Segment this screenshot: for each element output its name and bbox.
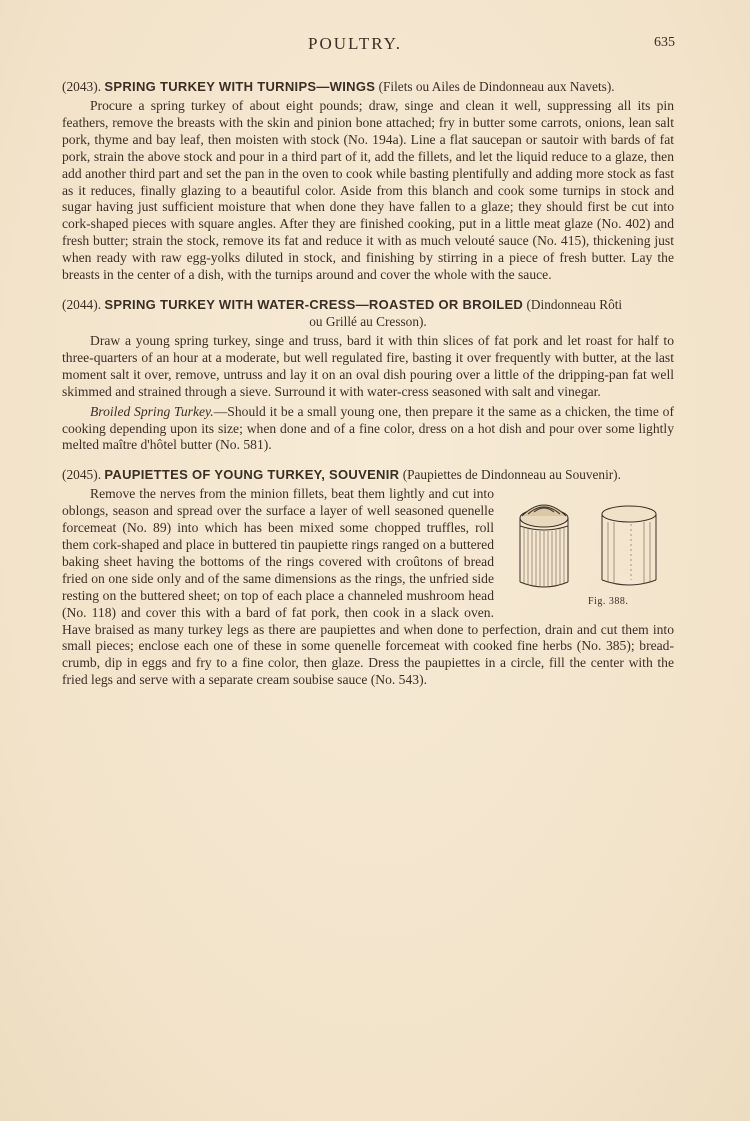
recipe-paragraph bbox=[62, 486, 674, 689]
recipe-number: (2045). bbox=[62, 467, 102, 483]
figure-caption: Fig. 388. bbox=[588, 596, 629, 608]
page-header bbox=[0, 34, 750, 54]
variant-label: Broiled Spring Turkey. bbox=[90, 403, 214, 419]
recipe-heading bbox=[62, 466, 674, 483]
recipe-2045 bbox=[62, 466, 674, 689]
recipe-heading bbox=[62, 296, 674, 330]
recipe-french-title-cont: ou Grillé au Cresson). bbox=[309, 313, 427, 329]
figure-paupiette-rings bbox=[504, 500, 674, 606]
recipe-paragraph-text: Remove the nerves from the minion fillets, beat them lightly and cut into oblongs, season and spread over the surface a layer of well seasoned quenelle forcemeat (No. 89) into which has been mixed some chopped truffles, roll them cork-shaped and place in buttered tin paupiette rings ranged on a buttered baking sheet having the bottoms of the rings covered with croûtons of bread fried on one side only and of the same dimensions as the rings, the unfried side resting on the buttered sheet; on top of each place a channeled mushroom head (No. 118) and cover this with a bard of fat pork, then cook in a slack oven. Have braised as many turkey legs as there are paupiettes and when done to perfection, drain and cut them into small pieces; enclose each one of these in some quenelle forcemeat with cooked fine herbs (No. 385); bread-crumb, dip in eggs and fry to a fine color, then glaze. Dress the paupiettes in a circle, fill the center with the fried legs and serve with a separate cream soubise sauce (No. 543). bbox=[62, 486, 674, 688]
page-content bbox=[62, 78, 674, 701]
recipe-variant-paragraph bbox=[62, 404, 674, 455]
recipe-french-title: (Filets ou Ailes de Dindonneau aux Navets). bbox=[378, 79, 615, 94]
recipe-number: (2043). bbox=[62, 79, 102, 94]
recipe-2044 bbox=[62, 296, 674, 454]
recipe-title: PAUPIETTES OF YOUNG TURKEY, SOUVENIR bbox=[104, 467, 400, 483]
recipe-title: SPRING TURKEY WITH WATER-CRESS—ROASTED OR BROILED bbox=[104, 296, 524, 312]
recipe-heading bbox=[62, 78, 674, 95]
recipe-2043 bbox=[62, 78, 674, 284]
recipe-paragraph: Procure a spring turkey of about eight pounds; draw, singe and clean it well, suppressing all its pin feathers, remove the breasts with the skin and pinion bone attached; fry in butter some carrots, onions, lean salt pork, thyme and bay leaf, then moisten with stock (No. 194a). Line a flat saucepan or sautoir with bards of fat pork, strain the above stock and pour in a third part of it, add the fillets, and let the liquid reduce to a glaze, then add another third part and set the pan in the oven to cook while basting plentifully and adding more stock as fast as it reduces, finally glazing to a beautiful color. Aside from this blanch and cook some turnips in stock and sugar having just sufficient moisture that when done they have fallen to a glaze; they should first be cut into cork-shaped pieces with square angles. After they are finished cooking, put in a little meat glaze (No. 402) and fresh butter; strain the stock, remove its fat and reduce it with as much velouté sauce (No. 415), thickening just when ready with raw egg-yolks diluted in stock, and finishing by stirring in a piece of fresh butter. Lay the breasts in the center of a dish, with the turnips around and cover the whole with the sauce. bbox=[62, 98, 674, 283]
recipe-title: SPRING TURKEY WITH TURNIPS—WINGS bbox=[104, 79, 376, 94]
page-number: 635 bbox=[654, 35, 675, 50]
recipe-french-title: (Paupiettes de Dindonneau au Souvenir). bbox=[402, 467, 621, 483]
variant-text: —Should it be a small young one, then prepare it the same as a chicken, the time of cooking depending upon its size; when done and of a fine color, dress on a hot dish and pour over some lightly melted maître d'hôtel butter (No. 581). bbox=[62, 403, 674, 453]
paupiette-rings-illustration bbox=[504, 500, 674, 595]
running-title: POULTRY. bbox=[308, 34, 402, 53]
recipe-french-title: (Dindonneau Rôti bbox=[526, 296, 623, 312]
recipe-number: (2044). bbox=[62, 296, 102, 312]
recipe-paragraph: Draw a young spring turkey, singe and truss, bard it with thin slices of fat pork and let roast for half to three-quarters of an hour at a moderate, but well regulated fire, basting it over frequently with butter, at the last moment salt it over, remove, untruss and lay it on an oval dish pouring over a little of the dripping-pan fat well skimmed and strained through a sieve. Surround it with water-cress seasoned with salt and vinegar. bbox=[62, 332, 674, 399]
